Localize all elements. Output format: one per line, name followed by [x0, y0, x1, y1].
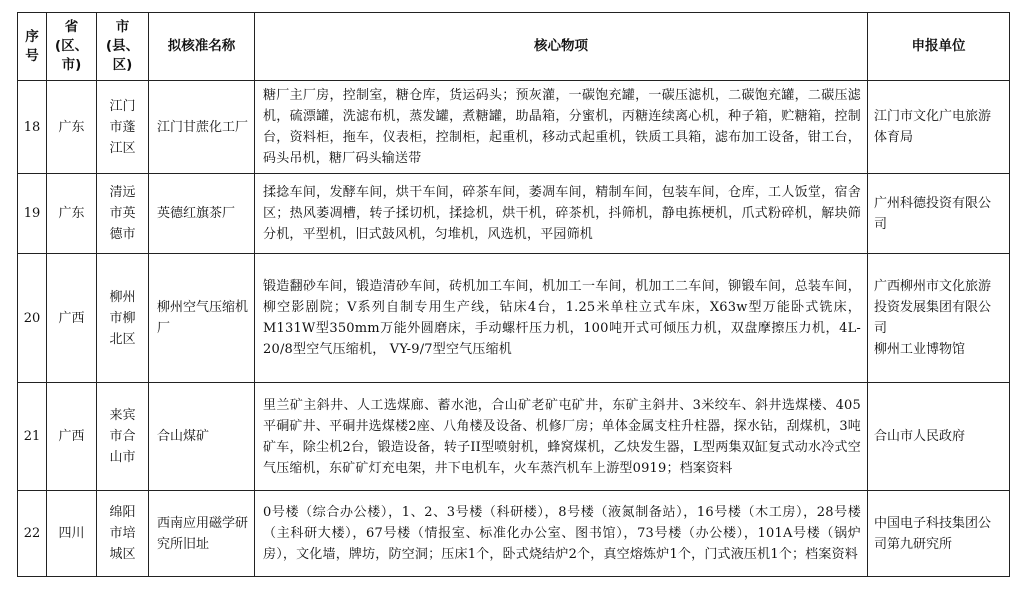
row-index: 22: [18, 491, 47, 577]
row-province: 广东: [47, 174, 97, 254]
row-city: 江门市蓬江区: [97, 81, 149, 174]
row-name: 柳州空气压缩机厂: [149, 254, 255, 383]
row-name: 江门甘蔗化工厂: [149, 81, 255, 174]
table-row: [18, 254, 1010, 383]
row-index: 19: [18, 174, 47, 254]
row-core-items: 揉捻车间，发酵车间，烘干车间，碎茶车间，萎凋车间，精制车间，包装车间，仓库，工人饭堂，宿舍区；热风萎凋槽，转子揉切机，揉捻机，烘干机，碎茶机，抖筛机，静电拣梗机，爪式粉碎机，解块筛分机，平型机，旧式鼓风机，匀堆机，风选机，平园筛机: [255, 174, 868, 254]
row-province: 广西: [47, 383, 97, 491]
row-province: 广东: [47, 81, 97, 174]
row-index: 20: [18, 254, 47, 383]
header-unit: 申报单位: [868, 13, 1010, 81]
table-row: [18, 81, 1010, 174]
approval-table: [17, 12, 1010, 577]
row-index: 21: [18, 383, 47, 491]
row-city: 柳州市柳北区: [97, 254, 149, 383]
row-unit: 中国电子科技集团公司第九研究所: [868, 491, 1010, 577]
table-header-row: [18, 13, 1010, 81]
table-row: [18, 174, 1010, 254]
header-city: 市(县、区): [97, 13, 149, 81]
row-province: 广西: [47, 254, 97, 383]
row-city: 绵阳市培城区: [97, 491, 149, 577]
row-name: 英德红旗茶厂: [149, 174, 255, 254]
row-core-items: 里兰矿主斜井、人工选煤廊、蓄水池，合山矿老矿屯矿井，东矿主斜井、3米绞车、斜井选煤楼、405平硐矿井、平硐井选煤楼2座、八角楼及设备、机修厂房；单体金属支柱升柱器，探水钻，刮煤机，3吨矿车，除尘机2台，锻造设备，转子II型喷射机，蜂窝煤机，乙炔发生器，L型两集双缸复式动水冷式空气压缩机，东矿矿灯充电架，井下电机车，火车蒸汽机车上游型0919；档案资料: [255, 383, 868, 491]
table-row: [18, 491, 1010, 577]
header-index: 序号: [18, 13, 47, 81]
row-core-items: 糖厂主厂房，控制室，糖仓库，货运码头；预灰灌，一碳饱充罐，一碳压滤机，二碳饱充罐，二碳压滤机，硫漂罐，洗滤布机，蒸发罐，煮糖罐，助晶箱，分蜜机，丙糖连续离心机，种子箱，贮糖箱，控制台，资料柜，拖车，仪表柜，控制柜，起重机，移动式起重机，铁质工具箱，滤布加工设备，钳工台，码头吊机，糖厂码头输送带: [255, 81, 868, 174]
row-name: 西南应用磁学研究所旧址: [149, 491, 255, 577]
row-unit: 合山市人民政府: [868, 383, 1010, 491]
header-core: 核心物项: [255, 13, 868, 81]
header-province: 省(区、市): [47, 13, 97, 81]
row-name: 合山煤矿: [149, 383, 255, 491]
row-unit: 江门市文化广电旅游体育局: [868, 81, 1010, 174]
row-unit: 广西柳州市文化旅游投资发展集团有限公司 柳州工业博物馆: [868, 254, 1010, 383]
header-name: 拟核准名称: [149, 13, 255, 81]
row-province: 四川: [47, 491, 97, 577]
row-core-items: 锻造翻砂车间，锻造清砂车间，砖机加工车间，机加工一车间，机加工二车间，铆锻车间，总装车间，柳空影剧院；V系列自制专用生产线，钻床4台，1.25米单柱立式车床，X63w型万能卧式铣床，M131W型350mm万能外圆磨床，手动螺杆压力机，100吨开式可倾压力机，双盘摩擦压力机，4L-20/8型空气压缩机， VY-9/7型空气压缩机: [255, 254, 868, 383]
row-index: 18: [18, 81, 47, 174]
table-row: [18, 383, 1010, 491]
row-city: 清远市英德市: [97, 174, 149, 254]
row-core-items: 0号楼（综合办公楼），1、2、3号楼（科研楼），8号楼（液氮制备站），16号楼（木工房），28号楼（主科研大楼），67号楼（情报室、标准化办公室、图书馆），73号楼（办公楼），101A号楼（锅炉房），文化墙，牌坊，防空洞；压床1个，卧式烧结炉2个，真空熔炼炉1个，门式液压机1个；档案资料: [255, 491, 868, 577]
row-unit: 广州科德投资有限公司: [868, 174, 1010, 254]
row-city: 来宾市合山市: [97, 383, 149, 491]
document-page: [17, 12, 1010, 577]
